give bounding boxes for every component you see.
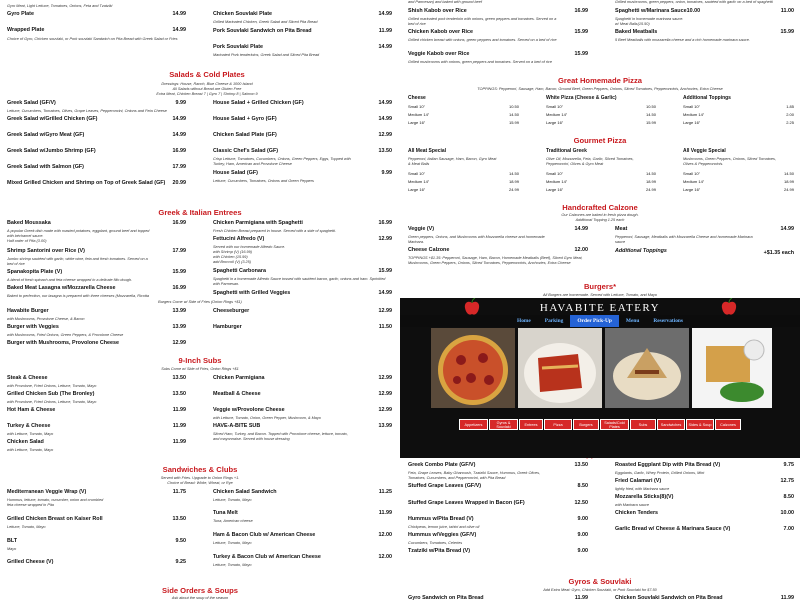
menu-item: Greek Salad w/Jumbo Shrimp (GF) [7, 148, 96, 154]
menu-price: 14.99 [378, 116, 392, 122]
menu-item: Wrapped Plate [7, 27, 45, 33]
nav-parking[interactable]: Parking [544, 318, 564, 324]
size-price: 2.00 [786, 112, 794, 117]
item-desc: with Mushrooms, Fried Onions, Green Peppers, & Provolone Cheese [7, 333, 124, 337]
item-desc: with Chicken (15.99) [213, 255, 248, 259]
size-price: 14.50 [508, 112, 519, 117]
size-price: 14.50 [508, 171, 519, 176]
cat-calzones[interactable]: Calzones [715, 419, 741, 430]
lasagna-photo [518, 328, 602, 408]
cat-pizza[interactable]: Pizza [544, 419, 572, 430]
cat-subs[interactable]: Subs [630, 419, 656, 430]
cat-salads[interactable]: Salads/Cold Plates [600, 419, 629, 430]
nav-reservations[interactable]: Reservations [653, 318, 683, 324]
menu-price: 12.50 [574, 500, 588, 506]
menu-price: 14.99 [172, 116, 186, 122]
menu-price: 11.00 [780, 8, 794, 14]
section-sub: Served with Fries. Upgrade to Onion Rings +1. [160, 476, 240, 480]
menu-price: 11.99 [172, 423, 186, 429]
pizza-col-header: Cheese [408, 95, 426, 101]
section-sub: All Burgers are homemade. Served with Lettuce, Tomato, and Mayo [542, 293, 658, 297]
item-desc: TOPPINGS +$1.35: Pepperoni, Sausage, Ham, Bacon, Homemade Meatballs (Beef), Sliced Gyro Meat, Mushrooms, Green Peppers, Onions, Sliced Tomatoes, Pepperoncinis, Anchovies, Extra Cheese [408, 256, 583, 265]
item-desc: Mushrooms, Green Peppers, Onions, Sliced Tomatoes, Olives & Pepperoncinis. [683, 157, 776, 166]
menu-item: Baked Meat Lasagna w/Mozzarella Cheese [7, 285, 116, 291]
size-label: Large 16" [683, 120, 701, 125]
item-desc: A blend of fresh spinach and feta cheese wrapped in a delicate fillo dough. [7, 278, 133, 282]
menu-price: 13.50 [172, 516, 186, 522]
menu-item: House Salad (GF) [213, 170, 258, 176]
menu-item: Mixed Grilled Chicken and Shrimp on Top of Greek Salad (GF) [7, 180, 166, 186]
size-price: 14.50 [645, 112, 656, 117]
menu-price: 13.99 [172, 324, 186, 330]
item-desc: Crisp Lettuce, Tomatoes, Cucumbers, Onions, Green Peppers, Eggs, Topped with Turkey, Ham, American and Provolone Cheese [213, 157, 351, 166]
menu-item: Chicken Salad [7, 439, 44, 445]
menu-price: 11.75 [172, 489, 186, 495]
size-label: Medium 14" [683, 112, 705, 117]
menu-item: Burger with Mushrooms, Provolone Cheese [7, 340, 120, 346]
item-desc: Gyro Meat, Light Lettuce, Tomatoes, Onions, Feta and Tzatziki [7, 4, 113, 8]
menu-item: Spaghetti w/Marinara Sauce10.00 [615, 8, 701, 14]
menu-item: Garlic Bread w/ Cheese & Marinara Sauce (V) [615, 526, 731, 532]
menu-item: Additional Toppings [615, 248, 667, 254]
cat-gyros[interactable]: Gyros & Souvlaki [489, 419, 518, 430]
menu-item: Turkey & Bacon Club w/ American Cheese [213, 554, 321, 560]
menu-price: 9.99 [381, 170, 392, 176]
menu-item: Chicken Salad Sandwich [213, 489, 277, 495]
menu-price: 14.99 [378, 290, 392, 296]
menu-price: 9.75 [783, 462, 794, 468]
item-desc: w/ Meat Balls(15.50) [615, 22, 650, 26]
menu-item: Cheeseburger [213, 308, 250, 314]
nav-order-pickup[interactable]: Order Pick-Up [570, 315, 619, 327]
item-desc: with Mushrooms, Provolone Cheese, & Bacon [7, 317, 85, 321]
section-title-gyros: Gyros & Souvlaki [568, 577, 632, 586]
menu-item: Roasted Eggplant Dip with Pita Bread (V) [615, 462, 721, 468]
item-desc: Lettuce, Tomato, Mayo [7, 525, 46, 529]
menu-price: 11.25 [378, 489, 392, 495]
menu-price: 9.00 [577, 516, 588, 522]
size-price: 24.99 [645, 187, 656, 192]
item-desc: Grilled Marinated Chicken, Greek Salad and Sliced Pita Bread [213, 20, 318, 24]
menu-price: 15.99 [780, 29, 794, 35]
menu-price: 13.50 [378, 148, 392, 154]
menu-item: Greek Salad w/Gyro Meat (GF) [7, 132, 85, 138]
item-desc: Olive Oil, Mozzarella, Feta, Garlic, Sliced Tomatoes, Pepperoncini, Olives & Gyro Meat [546, 157, 634, 166]
menu-item: Greek Salad w/Grilled Chicken (GF) [7, 116, 98, 122]
menu-item: Spaghetti with Grilled Veggies [213, 290, 291, 296]
menu-item: Meatball & Cheese [213, 391, 261, 397]
size-price: 18.99 [508, 179, 519, 184]
menu-item: Fettucini Alfredo (V) [213, 236, 265, 242]
menu-price: 13.99 [172, 308, 186, 314]
menu-item: Grilled Chicken Sub (The Bronley) [7, 391, 95, 397]
menu-item: Chicken Kabob over Rice [408, 29, 474, 35]
section-sub: TOPPINGS: Pepperoni, Sausage, Ham, Bacon, Ground Beef, Green Peppers, Onions, Sliced Tomatoes, Pepperoncinis, Anchovies, Extra Cheese [477, 87, 723, 91]
section-title-burgers: Burgers* [583, 282, 617, 291]
menu-item: Chicken Souvlaki Plate [213, 11, 273, 17]
size-price: 1.85 [786, 104, 794, 109]
cat-entrees[interactable]: Entrees [519, 419, 543, 430]
menu-item: House Salad + Gyro (GF) [213, 116, 277, 122]
size-label: Medium 14" [683, 179, 705, 184]
menu-price: 14.99 [172, 11, 186, 17]
menu-item: Cheese Calzone [408, 247, 450, 253]
section-sub: Subs Come w/ Side of Fries, Onion Rings +$1 [161, 367, 239, 371]
item-desc: and Parmesan) and baked with ground beef [408, 0, 482, 4]
menu-price: 14.99 [172, 132, 186, 138]
menu-price: 14.99 [378, 11, 392, 17]
menu-price: 11.99 [574, 595, 588, 600]
item-desc: with Provolone, Fried Onions, Lettuce, Tomato, Mayo [7, 400, 97, 404]
section-sub: Dressings: House, Ranch, Blue Cheese & 1000 Island [161, 82, 253, 86]
menu-item: Veggie w/Provolone Cheese [213, 407, 285, 413]
size-price: 24.99 [508, 187, 519, 192]
size-label: Large 16" [683, 187, 701, 192]
menu-price: 17.99 [172, 164, 186, 170]
menu-item: Chicken Souvlaki Sandwich on Pita Bread [615, 595, 723, 600]
menu-item: Baked Moussaka [7, 220, 51, 226]
item-desc: Chickpeas, lemon juice, tahini and olive oil [408, 525, 480, 529]
nav-home[interactable]: Home [517, 318, 531, 324]
section-title-pizza: Great Homemade Pizza [558, 76, 642, 85]
section-sub: Ask about the soup of the season [171, 596, 229, 600]
item-desc: Spaghetti in homemade marinara sauce. [615, 17, 684, 21]
item-desc: add Broccoli (V) (3.25) [213, 260, 251, 264]
item-desc: Fresh Chicken Breast prepared in house. Served with a side of spaghetti. [213, 229, 337, 233]
menu-price: 11.50 [378, 324, 392, 330]
menu-price: 16.99 [172, 220, 186, 226]
menu-price: 12.99 [378, 407, 392, 413]
item-desc: Hummus, lettuce, tomato, cucumber, onion and crumbled feta cheese wrapped in Pita [7, 498, 104, 507]
menu-item: Tuna Melt [213, 510, 238, 516]
item-desc: A popular Greek dish made with roasted potatoes, eggplant, ground beef and topped with béchamel sauce. [7, 229, 150, 238]
section-sub: Burgers Come w/ Side of Fries (Onion Rings +$1) [158, 300, 242, 304]
item-desc: Lettuce, Tomato, Mayo [213, 541, 252, 545]
item-desc: Choice of Gyro, Chicken souvlaki, or Pork souvlaki Sandwich on Pita Bread with Greek Salad or Fries [7, 37, 178, 41]
item-desc: Sliced Ham, Turkey, and Bacon. Topped with Provolone cheese, lettuce, tomato, and mayonnaise. Served with house dressing [213, 432, 348, 441]
cat-sides[interactable]: Sides & Soup [686, 419, 714, 430]
cat-burgers[interactable]: Burgers [573, 419, 599, 430]
menu-price: 9.99 [175, 100, 186, 106]
size-price: 18.99 [645, 179, 656, 184]
menu-item: Mozzarella Sticks(8)(V) [615, 494, 674, 500]
item-desc: with Lettuce, Tomato, Mayo [7, 448, 54, 452]
section-sub: Add Extra Meat: Gyro, Chicken Souvlaki, or Pork Souvlaki for $7.50 [543, 588, 657, 592]
menu-item: Spaghetti Carbonara [213, 268, 267, 274]
menu-item: Classic Chef's Salad (GF) [213, 148, 279, 154]
section-title-salads: Salads & Cold Plates [169, 70, 245, 79]
menu-item: Fried Calamari (V) [615, 478, 662, 484]
size-price: 18.99 [783, 179, 794, 184]
menu-price: 13.50 [172, 375, 186, 381]
item-desc: Baked to perfection, our lasagna is prepared with three cheeses (Mozzarella, Ricotta [7, 294, 150, 298]
menu-item: Ham & Bacon Club w/ American Cheese [213, 532, 316, 538]
item-desc: Pepperoni, Sausage, Meatballs with Mozzarella Cheese and homemade Marinara sauce [615, 235, 753, 244]
pizza-photo [431, 328, 515, 408]
cat-sandwiches[interactable]: Sandwiches [657, 419, 685, 430]
menu-price: 13.99 [378, 423, 392, 429]
item-desc: with Marinara sauce [615, 503, 649, 507]
menu-price: 11.99 [780, 595, 794, 600]
size-label: Small 10" [683, 171, 700, 176]
menu-item: Greek Combo Plate (GF/V) [408, 462, 476, 468]
item-desc: with Lettuce, Tomato, Onion, Green Pepper, Mushroom, & Mayo [213, 416, 321, 420]
menu-price: 12.99 [172, 340, 186, 346]
menu-item: Mediterranean Veggie Wrap (V) [7, 489, 87, 495]
item-desc: Green peppers, Onions, and Mushrooms with Mozzarella cheese and homemade Marinara. [408, 235, 545, 244]
menu-item: Grilled Cheese (V) [7, 559, 54, 565]
menu-item: Turkey & Cheese [7, 423, 51, 429]
size-price: 10.50 [645, 104, 656, 109]
menu-item: BLT [7, 538, 18, 544]
menu-price: 10.00 [780, 510, 794, 516]
size-label: Small 10" [408, 104, 425, 109]
menu-item: Gyro Sandwich on Pita Bread [408, 595, 484, 600]
size-label: Medium 14" [408, 112, 430, 117]
menu-item: Baked Meatballs [615, 29, 658, 35]
menu-price: 9.00 [577, 532, 588, 538]
menu-item: HAVE-A-BITE SUB [213, 423, 261, 429]
menu-item: Hummus w/Pita Bread (V) [408, 516, 474, 522]
size-label: Medium 14" [546, 179, 568, 184]
menu-item: Greek Salad (GF/V) [7, 100, 56, 106]
size-label: Large 16" [546, 120, 564, 125]
spanakopita-photo [692, 328, 772, 408]
section-sub: All Salads without Bread are Gluten Free [172, 87, 242, 91]
size-price: 10.50 [508, 104, 519, 109]
menu-price: 8.50 [783, 494, 794, 500]
size-label: Large 16" [408, 120, 426, 125]
item-desc: Lettuce, Cucumbers, Tomatoes, Olives, Grape Leaves, Pepperoncini, Onions and Feta Cheese [7, 109, 167, 113]
item-desc: Grilled mushrooms, green peppers, onion, tomatoes, sautéed with garlic on a bed of spaghetti [615, 0, 773, 4]
menu-price: 12.00 [574, 247, 588, 253]
menu-item: Chicken Parmigiana [213, 375, 265, 381]
menu-item: Stuffed Grape Leaves (GF/V) [408, 483, 482, 489]
item-desc: Mayo [7, 547, 17, 551]
menu-item: Hamburger [213, 324, 242, 330]
menu-price: 11.99 [378, 28, 392, 34]
menu-price: 7.00 [783, 526, 794, 532]
menu-item: Shrimp Santorini over Rice (V) [7, 248, 85, 254]
menu-item: Burger with Veggies [7, 324, 59, 330]
menu-price: 9.25 [175, 559, 186, 565]
section-title-entrees: Greek & Italian Entrees [158, 208, 242, 217]
brand-name: HAVABITE EATERY [539, 302, 661, 314]
size-label: Small 10" [546, 171, 563, 176]
menu-price: 12.00 [378, 554, 392, 560]
size-label: Small 10" [546, 104, 563, 109]
cat-appetizers[interactable]: Appetizers [459, 419, 488, 430]
size-price: 14.50 [783, 171, 794, 176]
menu-item: Chicken Parmigiana with Spaghetti [213, 220, 303, 226]
item-desc: Grilled mushrooms with onions, green peppers and tomatoes. Served on a bed of rice [408, 60, 552, 64]
item-desc: Eggplants, Garlic, Whey Protein, Grilled Onions, Mint [615, 471, 705, 475]
menu-price: 9.50 [175, 538, 186, 544]
size-label: Small 10" [408, 171, 425, 176]
item-desc: Served with our homemade Alfredo Sauce. [213, 245, 286, 249]
menu-price: 13.50 [172, 391, 186, 397]
item-desc: Marinated Pork tenderloins, Greek Salad and Sliced Pita Bread [213, 53, 320, 57]
section-sub: Extra Meat, Chicken Breast 7 | Gyro 7 | Shrimp 8 | Salmon 9 [156, 92, 258, 96]
size-price: 24.99 [783, 187, 794, 192]
menu-price: 15.99 [574, 51, 588, 57]
pizza-col-header: All Veggie Special [683, 148, 726, 154]
item-desc: with Shrimp (V) (16.99) [213, 250, 253, 254]
menu-price: 9.00 [577, 548, 588, 554]
size-price: 15.99 [645, 120, 656, 125]
menu-price: 12.99 [378, 132, 392, 138]
menu-price: 12.99 [378, 391, 392, 397]
main-nav [400, 315, 800, 327]
menu-price: 12.99 [378, 308, 392, 314]
pizza-col-header: Additional Toppings [683, 95, 731, 101]
menu-price: 17.99 [172, 248, 186, 254]
menu-price: 11.99 [378, 510, 392, 516]
menu-price: 14.99 [574, 226, 588, 232]
menu-item: Chicken Tenders [615, 510, 659, 516]
site-header [400, 298, 800, 458]
menu-price: +$1.35 each [763, 250, 794, 256]
item-desc: 5 Beef Meatballs with mozzarella cheese and a rich homemade marinara sauce. [615, 38, 750, 42]
menu-price: 16.99 [574, 8, 588, 14]
section-title-sandwiches: Sandwiches & Clubs [162, 465, 238, 474]
menu-price: 15.99 [172, 269, 186, 275]
menu-price: 13.50 [574, 462, 588, 468]
menu-price: 15.99 [378, 268, 392, 274]
size-price: 15.99 [508, 120, 519, 125]
menu-price: 12.00 [378, 532, 392, 538]
menu-price: 20.99 [172, 180, 186, 186]
menu-item: Havabite Burger [7, 308, 49, 314]
item-desc: Lettuce, Tomato, Mayo [213, 563, 252, 567]
item-desc: with Provolone, Fried Onions, Lettuce, Tomato, Mayo [7, 384, 97, 388]
section-title-subs: 9-Inch Subs [178, 356, 222, 365]
section-sub: Choice of Bread: White, Wheat, or Rye [167, 481, 233, 485]
item-desc: lightly fried, with Marinara sauce [615, 487, 670, 491]
menu-item: Hot Ham & Cheese [7, 407, 56, 413]
size-label: Medium 14" [546, 112, 568, 117]
menu-item: Meat [615, 226, 628, 232]
menu-price: 12.75 [780, 478, 794, 484]
menu-price: 12.99 [378, 375, 392, 381]
size-price: 2.25 [786, 120, 794, 125]
size-price: 14.50 [645, 171, 656, 176]
item-desc: Lettuce, Tomato, Mayo [213, 498, 252, 502]
section-title-calzone: Handcrafted Calzone [562, 203, 638, 212]
menu-price: 8.50 [577, 483, 588, 489]
item-desc: Pepperoni, Italian Sausage, Ham, Bacon, Gyro Meat & Meat Balls [408, 157, 497, 166]
menu-price: 16.99 [172, 148, 186, 154]
item-desc: Lettuce, Cucumbers, Tomatoes, Onions and Green Peppers [213, 179, 314, 183]
menu-item: Chicken Salad Plate (GF) [213, 132, 277, 138]
menu-item: Greek Salad with Salmon (GF) [7, 164, 84, 170]
menu-item: Tzatziki w/Pita Bread (V) [408, 548, 471, 554]
pizza-col-header: All Meat Special [408, 148, 447, 154]
menu-item: Grilled Chicken Breast on Kaiser Roll [7, 516, 103, 522]
menu-item: Pork Souvlaki Plate [213, 44, 264, 50]
menu-item: Shish Kabob over Rice [408, 8, 467, 14]
menu-item: Veggie (V) [408, 226, 435, 232]
gyro-photo [605, 328, 689, 408]
item-desc: Grilled chicken breast with onions, green peppers and tomatoes. Served on a bed of rice [408, 38, 557, 42]
menu-item: Steak & Cheese [7, 375, 48, 381]
size-label: Medium 14" [408, 179, 430, 184]
menu-price: 14.99 [780, 226, 794, 232]
item-desc: Cucumbers, Tomatoes, Celeries [408, 541, 463, 545]
menu-item: House Salad + Grilled Chicken (GF) [213, 100, 304, 106]
item-desc: Tuna, American cheese [213, 519, 253, 523]
item-desc: Spaghetti in a homemade Alfredo Sauce tossed with sautéed bacon, garlic, onions and ham. Sprinkled with Parmesan. [213, 277, 386, 286]
size-label: Large 16" [408, 187, 426, 192]
section-title-gourmet: Gourmet Pizza [573, 136, 627, 145]
menu-item: Stuffed Grape Leaves Wrapped in Bacon (GF) [408, 500, 525, 506]
section-title-sides: Side Orders & Soups [162, 586, 238, 595]
menu-price: 14.99 [172, 27, 186, 33]
menu-price: 12.99 [378, 236, 392, 242]
menu-price: 16.99 [172, 285, 186, 291]
menu-item: Hummus w/Veggies (GF/V) [408, 532, 477, 538]
menu-price: 16.99 [378, 220, 392, 226]
nav-menu[interactable]: Menu [625, 318, 640, 324]
menu-price: 14.99 [378, 44, 392, 50]
item-desc: Jumbo shrimp sautéed with garlic, white wine, feta and fresh tomatoes. Served on a bed of rice [7, 257, 148, 266]
item-desc: Half order of Pita (3.00) [7, 239, 47, 243]
menu-item: Veggie Kabob over Rice [408, 51, 470, 57]
menu-item: Pork Souvlaki Sandwich on Pita Bread [213, 28, 312, 34]
menu-price: 15.99 [574, 29, 588, 35]
menu-item: Gyro Plate [7, 11, 34, 17]
item-desc: with Lettuce, Tomato, Mayo [7, 432, 54, 436]
menu-item: Spanakopita Plate (V) [7, 269, 63, 275]
section-sub: Our Calzones are baked in fresh pizza dough. [561, 213, 639, 217]
item-desc: Feta, Grape Leaves, Baby Ghanoush, Tzatziki Sauce, Hummus, Greek Olives, Tomatoes, Cucumbers, and Pepperoncini, with Pita Bread [408, 471, 541, 480]
menu-price: 14.99 [378, 100, 392, 106]
menu-price: 11.99 [172, 407, 186, 413]
pizza-col-header: White Pizza (Cheese & Garlic) [546, 95, 617, 101]
size-label: Large 16" [546, 187, 564, 192]
size-label: Small 10" [683, 104, 700, 109]
menu-price: 11.99 [172, 439, 186, 445]
item-desc: Grilled marinated pork tenderloin with onions, green peppers and tomatoes. Served on a bed of rice [408, 17, 557, 26]
section-sub: Additional Topping 1.25 each [575, 218, 625, 222]
pizza-col-header: Traditional Greek [546, 148, 587, 154]
